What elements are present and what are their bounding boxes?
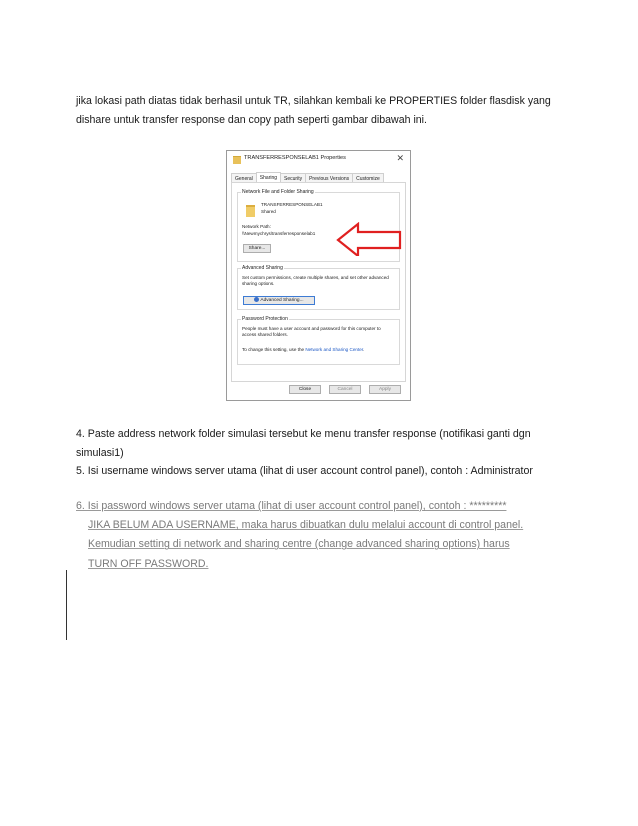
tab-sharing[interactable]: Sharing: [256, 172, 281, 184]
step-4-paragraph: 4. Paste address network folder simulasi tersebut ke menu transfer response (notifikasi ganti dgn simulasi1): [76, 428, 531, 459]
network-path-label: Network Path:: [242, 224, 271, 229]
step-6-line: JIKA BELUM ADA USERNAME, maka harus dibuatkan dulu melalui account di control panel.: [88, 519, 524, 532]
step-6-line: 6. Isi password windows server utama (lihat di user account control panel), contoh : *********: [76, 500, 507, 512]
share-button[interactable]: Share...: [243, 244, 271, 253]
tab-customize[interactable]: Customize: [352, 173, 384, 185]
tab-previous-versions[interactable]: Previous Versions: [305, 173, 353, 185]
close-icon[interactable]: ✕: [396, 153, 404, 163]
step-5-paragraph: 5. Isi username windows server utama (lihat di user account control panel), contoh : Administrator: [76, 465, 533, 477]
red-arrow-icon: [336, 222, 402, 256]
cancel-button[interactable]: Cancel: [329, 385, 361, 394]
dialog-titlebar: [227, 151, 410, 169]
folder-icon: [233, 156, 241, 164]
change-setting-period: .: [363, 347, 365, 352]
change-setting-text: [242, 347, 364, 353]
tab-security[interactable]: Security: [280, 173, 306, 185]
network-path-value: \\Newmychrys\transferresponselab1: [242, 231, 316, 236]
dialog-title: TRANSFERRESPONSELAB1 Properties: [244, 155, 346, 161]
apply-button[interactable]: Apply: [369, 385, 401, 394]
shield-icon: [254, 297, 259, 302]
shared-folder-icon: [246, 205, 255, 217]
tab-general[interactable]: General: [231, 173, 257, 185]
change-setting-prefix: To change this setting, use the: [242, 347, 305, 352]
shared-folder-name: TRANSFERRESPONSELAB1: [261, 202, 323, 207]
intro-paragraph: jika lokasi path diatas tidak berhasil untuk TR, silahkan kembali ke PROPERTIES folder flasdisk yang dishare untuk transfer response dan copy path seperti gambar dibawah ini.: [76, 95, 551, 126]
password-protection-group: [237, 316, 400, 365]
step-6-line: Kemudian setting di network and sharing centre (change advanced sharing options) harus: [88, 538, 510, 551]
password-protection-description: People must have a user account and password for this computer to access shared folders.: [242, 326, 381, 337]
sharing-panel: [231, 182, 406, 382]
close-button[interactable]: Close: [289, 385, 321, 394]
group-title: Password Protection: [242, 316, 288, 322]
group-title: Advanced Sharing: [242, 265, 283, 271]
change-bar: [66, 570, 67, 640]
advanced-sharing-group: [237, 265, 400, 310]
step-6-tracked-change: [76, 497, 523, 574]
advanced-sharing-description: Set custom permissions, create multiple shares, and set other advanced sharing options.: [242, 275, 389, 286]
advanced-sharing-button[interactable]: [243, 296, 315, 305]
share-status: Shared: [261, 209, 276, 214]
network-sharing-center-link[interactable]: Network and Sharing Center: [305, 347, 364, 352]
group-title: Network File and Folder Sharing: [242, 189, 314, 195]
step-6-line: TURN OFF PASSWORD.: [88, 557, 209, 570]
properties-dialog: [226, 150, 411, 401]
advanced-sharing-button-label: Advanced Sharing...: [260, 298, 304, 303]
